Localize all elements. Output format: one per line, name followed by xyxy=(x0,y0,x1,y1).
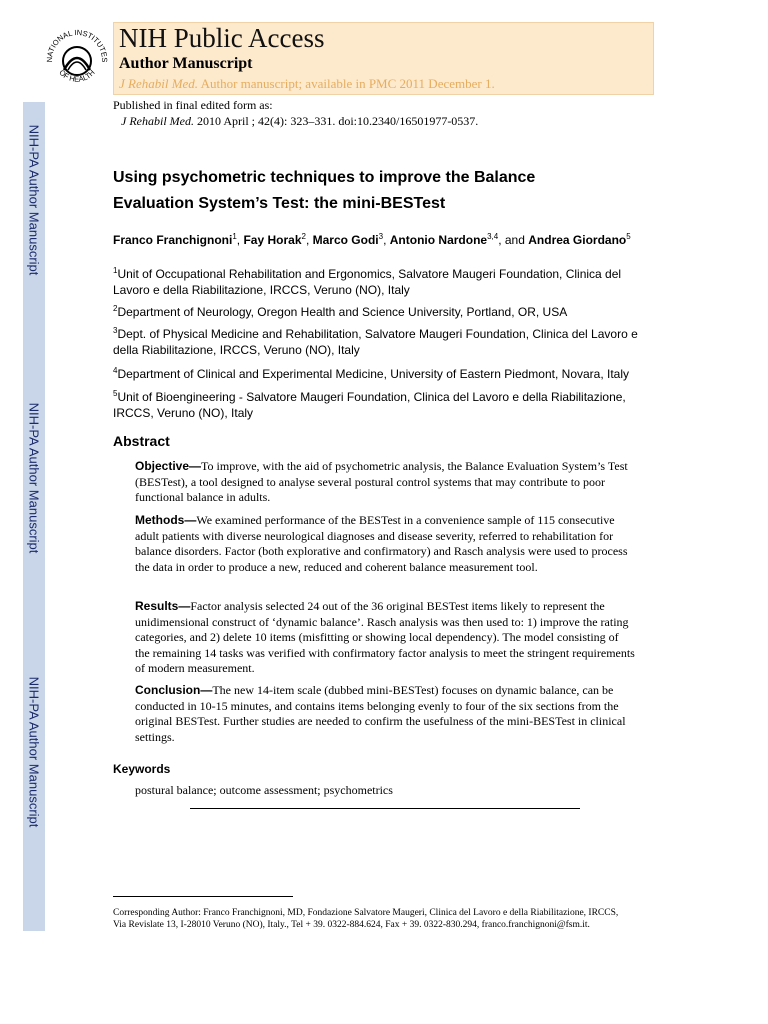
section-text: We examined performance of the BESTest in a convenience sample of 115 consecutive adult patients with diverse neurological diagnoses and disease severity, referred to rehabilitation for balance disorders. Factor (both explorative and confirmatory) and Rasch analysis were used to process the data in order to produce a new, reduced and coherent balance measurement tool. xyxy=(135,513,628,574)
author-name: Antonio Nardone xyxy=(389,233,488,247)
section-text: The new 14-item scale (dubbed mini-BESTest) focuses on dynamic balance, can be conducted in 10-15 minutes, and contains items belonging evenly to four of the six sections from the original BESTest. Further studies are needed to confirm the usefulness of the mini-BESTest in clinical settings. xyxy=(135,683,626,744)
author-sup: 1 xyxy=(232,232,237,241)
logo-top-text: NATIONAL INSTITUTES xyxy=(44,27,110,63)
abstract-heading: Abstract xyxy=(113,433,170,449)
sidebar-label-text: NIH-PA Author Manuscript xyxy=(26,402,42,554)
section-lead: Conclusion— xyxy=(135,683,213,697)
affiliation-text: Department of Clinical and Experimental Medicine, University of Eastern Piedmont, Novara, Italy xyxy=(117,367,630,381)
author-sup: 2 xyxy=(301,232,306,241)
citation-line xyxy=(121,114,478,129)
affiliation xyxy=(113,323,658,358)
journal-name: J Rehabil Med. xyxy=(119,76,199,91)
author-sep: , xyxy=(236,233,244,247)
keywords-heading: Keywords xyxy=(113,762,171,776)
article-title xyxy=(113,165,653,217)
affiliation-sup: 4 xyxy=(113,366,118,375)
section-lead: Methods— xyxy=(135,513,197,527)
author-sup: 3,4 xyxy=(487,232,499,241)
affiliation-sup: 3 xyxy=(113,326,118,335)
section-lead: Results— xyxy=(135,599,191,613)
affiliation-text: Unit of Bioengineering - Salvatore Maugeri Foundation, Clinica del Lavoro e della Riabilitazione, IRCCS, Veruno (NO), Italy xyxy=(113,390,626,420)
nih-public-access-title: NIH Public Access xyxy=(119,23,325,53)
affiliation-sup: 1 xyxy=(113,266,118,275)
abstract-methods xyxy=(135,513,635,575)
affiliation xyxy=(113,263,658,298)
affiliation-sup: 2 xyxy=(113,304,118,313)
author-name: Fay Horak xyxy=(243,233,302,247)
divider xyxy=(190,808,580,809)
sidebar-label-text: NIH-PA Author Manuscript xyxy=(26,124,42,276)
affiliation xyxy=(113,301,658,320)
author-sep: , and xyxy=(498,233,529,247)
affiliation-sup: 5 xyxy=(113,389,118,398)
published-label: Published in final edited form as: xyxy=(113,98,273,112)
author-sep: , xyxy=(305,233,313,247)
nih-header xyxy=(113,22,654,95)
author-name: Franco Franchignoni xyxy=(113,233,233,247)
citation-journal: J Rehabil Med. xyxy=(121,114,194,128)
sidebar-label-text: NIH-PA Author Manuscript xyxy=(26,676,42,828)
affiliation xyxy=(113,386,658,421)
footnote-divider xyxy=(113,896,293,897)
author-sep: , xyxy=(383,233,390,247)
logo-bottom-text: OF HEALTH xyxy=(57,67,97,84)
section-text: To improve, with the aid of psychometric analysis, the Balance Evaluation System’s Test (BESTest), a tool designed to analyse several postural control systems that may contribute to poor functional balance in adults. xyxy=(135,459,628,504)
abstract-conclusion xyxy=(135,683,635,745)
citation-text: 2010 April ; 42(4): 323–331. doi:10.2340/16501977-0537. xyxy=(193,114,479,128)
corresponding-author-footnote xyxy=(113,907,658,931)
affiliation-text: Department of Neurology, Oregon Health and Science University, Portland, OR, USA xyxy=(117,305,568,319)
footnote-line: Corresponding Author: Franco Franchignoni, MD, Fondazione Salvatore Maugeri, Clinica del Lavoro e della Riabilitazione, IRCCS, xyxy=(113,908,619,918)
availability-text: Author manuscript; available in PMC 2011 December 1. xyxy=(198,76,495,91)
abstract-objective xyxy=(135,459,635,506)
journal-availability xyxy=(119,76,495,92)
nih-seal-icon xyxy=(44,18,110,98)
article-title-line: Using psychometric techniques to improve the Balance xyxy=(113,169,536,186)
author-sup: 5 xyxy=(626,232,631,241)
author-list xyxy=(113,229,653,248)
keywords-text: postural balance; outcome assessment; psychometrics xyxy=(135,783,393,797)
section-lead: Objective— xyxy=(135,459,202,473)
affiliation-text: Unit of Occupational Rehabilitation and Ergonomics, Salvatore Maugeri Foundation, Clinica del Lavoro e della Riabilitazione, IRCCS, Veruno (NO), Italy xyxy=(113,267,622,297)
author-sup: 3 xyxy=(378,232,384,241)
article-title-line: Evaluation System’s Test: the mini-BESTest xyxy=(113,195,446,212)
author-name: Andrea Giordano xyxy=(528,233,627,247)
author-name: Marco Godi xyxy=(312,233,379,247)
abstract-results xyxy=(135,599,635,677)
footnote-line: Via Revislate 13, I-28010 Veruno (NO), Italy., Tel + 39. 0322-884.624, Fax + 39. 0322-830.294, franco.franchignoni@fsm.it. xyxy=(113,920,590,930)
affiliation-text: Dept. of Physical Medicine and Rehabilitation, Salvatore Maugeri Foundation, Clinica del Lavoro e della Riabilitazione, IRCCS, Veruno (NO), Italy xyxy=(113,327,638,357)
author-manuscript-label: Author Manuscript xyxy=(119,55,253,72)
section-text: Factor analysis selected 24 out of the 36 original BESTest items likely to represent the unidimensional construct of ‘dynamic balance’. Rasch analysis was then used to: 1) improve the rating categories, and 2) delete 10 items (misfitting or showing local dependency). The model consisting of the remaining 14 tasks was verified with confirmatory factor analysis to meet the stringent requirements of modern measurement. xyxy=(135,599,635,675)
affiliation xyxy=(113,363,658,382)
